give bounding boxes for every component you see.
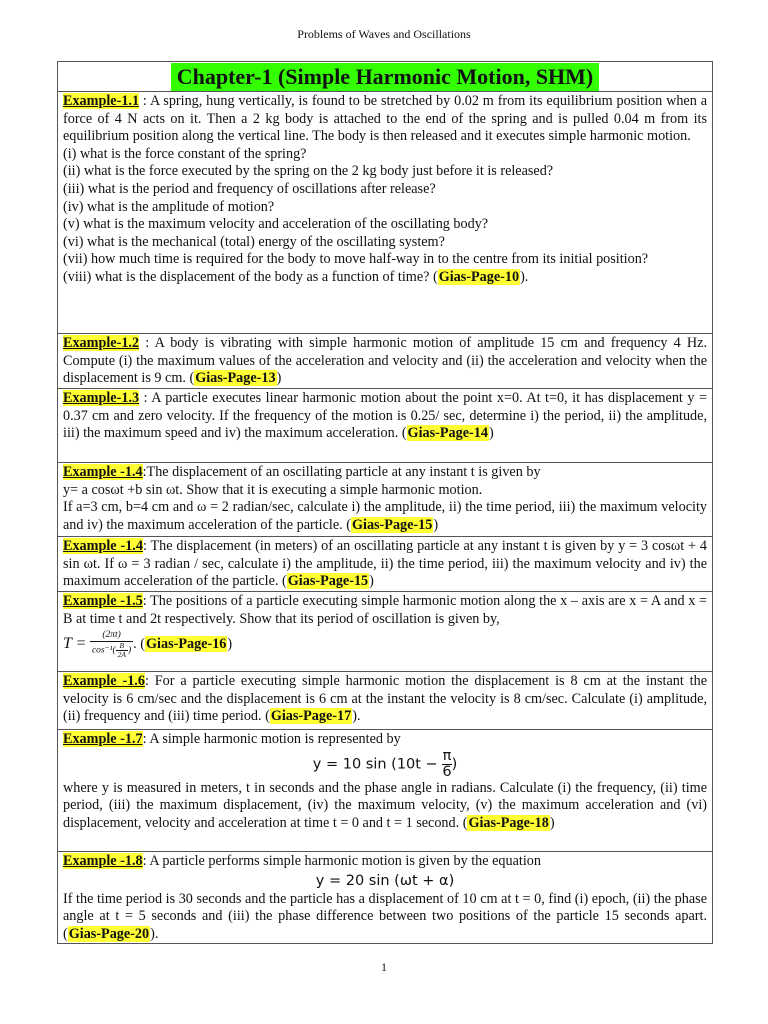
example-label: Example -1.6 [63, 673, 145, 689]
inner-fraction [116, 642, 128, 659]
example-label: Example-1.2 [63, 335, 140, 351]
example-text: where y is measured in meters, t in seconds and the phase angle in radians. Calculate (i) the frequency, (ii) time period, (iii) the maximum displacement, (iv) the maximum velocity, (v) the maximum acceleration and (vi) displacement, velocity and acceleration at time t = 0 and t = 1 second. ( [63, 779, 707, 831]
phase-numerator: π [442, 747, 452, 764]
gias-page-ref: Gias-Page-15 [287, 573, 369, 590]
example-label: Example -1.8 [63, 853, 143, 869]
punct: ) [276, 370, 282, 387]
example-1-1 [58, 92, 712, 334]
equation-left: y = 10 sin (10t − [312, 756, 438, 773]
example-text: : A particle executes linear harmonic motion about the point x=0. At t=0, it has displacement y = 0.37 cm and zero velocity. If the frequency of the motion is 0.25/ sec, determine i) the period, ii) the amplitude, iii) the maximum speed and iv) the maximum acceleration. ( [63, 390, 707, 442]
shm-equation [63, 749, 707, 780]
punct: ) [549, 814, 555, 831]
shm-equation: y = 20 sin (ωt + α) [315, 872, 455, 889]
example-label: Example -1.5 [63, 593, 143, 609]
fraction-denominator [90, 642, 133, 659]
example-text: If the time period is 30 seconds and the particle has a displacement of 10 cm at t = 0, find (i) epoch, (ii) the phase angle at t = 5 seconds and (iii) the phase difference between two positions of the particle 15 seconds apart. ( [63, 890, 707, 942]
example-1-8 [58, 852, 712, 943]
example-text: : The positions of a particle executing simple harmonic motion along the x – axis are x = A and x = B at time t and 2t respectively. Show that its period of oscillation is given by, [63, 593, 707, 627]
fraction-numerator: (2πt) [90, 630, 133, 642]
question-vii: (vii) how much time is required for the body to move half-way in to the centre from its initial position? [63, 251, 649, 268]
gias-page-ref: Gias-Page-16 [146, 635, 227, 652]
example-label: Example -1.7 [63, 731, 143, 747]
punct: ). [352, 708, 361, 725]
example-1-5 [58, 592, 712, 672]
gias-page-ref: Gias-Page-13 [195, 370, 276, 387]
example-1-2 [58, 334, 712, 389]
punct: ) [227, 635, 233, 652]
close-paren: ) [128, 645, 132, 656]
punct: ). [520, 268, 529, 285]
page-number: 1 [381, 960, 387, 974]
title-row [58, 62, 712, 92]
question-v: (v) what is the maximum velocity and acceleration of the oscillating body? [63, 216, 489, 233]
example-text-3: If a=3 cm, b=4 cm and ω = 2 radian/sec, calculate i) the amplitude, ii) the time period, iii) the maximum velocity and iv) the maximum acceleration of the particle. ( [63, 499, 707, 533]
gias-page-ref: Gias-Page-17 [270, 708, 352, 725]
punct: ) [433, 516, 439, 533]
example-text-2: y= a cosωt +b sin ωt. Show that it is executing a simple harmonic motion. [63, 481, 483, 498]
punct: . ( [133, 635, 145, 652]
gias-page-ref: Gias-Page-20 [68, 925, 150, 942]
example-label: Example-1.1 [63, 93, 140, 109]
example-label: Example -1.4 [63, 538, 143, 554]
formula-lhs: T = [63, 634, 87, 652]
gias-page-ref: Gias-Page-15 [351, 516, 433, 533]
question-iii: (iii) what is the period and frequency of oscillations after release? [63, 180, 436, 197]
example-1-4-b [58, 537, 712, 592]
inner-numerator: B [116, 642, 128, 651]
gias-page-ref: Gias-Page-10 [438, 268, 520, 285]
punct: ) [488, 425, 494, 442]
question-ii: (ii) what is the force executed by the spring on the 2 kg body just before it is released? [63, 163, 554, 180]
page-header: Problems of Waves and Oscillations [297, 27, 471, 41]
example-text: :The displacement of an oscillating particle at any instant t is given by [142, 464, 541, 480]
phase-denominator: 6 [442, 763, 452, 780]
example-1-6 [58, 672, 712, 730]
question-i: (i) what is the force constant of the spring? [63, 145, 307, 162]
example-label: Example-1.3 [63, 390, 140, 406]
gias-page-ref: Gias-Page-18 [468, 814, 549, 831]
example-1-3 [58, 389, 712, 463]
question-vi: (vi) what is the mechanical (total) energy of the oscillating system? [63, 233, 445, 250]
example-text: : A body is vibrating with simple harmonic motion of amplitude 15 cm and frequency 4 Hz. Compute (i) the maximum values of the acceleration and velocity and (ii) the acceleration and velocity when the displacement is 9 cm. ( [63, 335, 707, 387]
example-text: : The displacement (in meters) of an oscillating particle at any instant t is given by y = 3 cosωt + 4 sin ωt. If ω = 3 radian / sec, calculate i) the amplitude, ii) the time period, iii) the maximum velocity and iv) the maximum acceleration of the particle. ( [63, 538, 708, 590]
punct: ). [150, 925, 159, 942]
example-intro: : A simple harmonic motion is represented by [142, 731, 401, 747]
equation-right: ) [451, 756, 458, 773]
example-1-4-a [58, 463, 712, 537]
punct: ) [369, 573, 374, 590]
gias-page-ref: Gias-Page-14 [407, 425, 488, 442]
example-text: : A spring, hung vertically, is found to be stretched by 0.02 m from its equilibrium position when a force of 4 N acts on it. Then a 2 kg body is attached to the end of the spring and is pulled 0.04 m from its equilibrium position along the vertical line. The body is then released and it executes simple harmonic motion. [63, 93, 707, 145]
example-1-7 [58, 730, 712, 852]
example-intro: : A particle performs simple harmonic motion is given by the equation [142, 853, 541, 869]
example-label: Example -1.4 [63, 464, 143, 480]
period-formula [63, 630, 707, 659]
problems-table [57, 61, 713, 944]
arccos: cos⁻¹( [91, 645, 116, 656]
example-text: : For a particle executing simple harmonic motion the displacement is 8 cm at the instant the velocity is 6 cm/sec and the displacement is 6 cm at the instant the velocity is 8 cm/sec. Calculate (i) amplitude, (ii) frequency and (iii) time period. ( [63, 673, 707, 725]
question-viii: (viii) what is the displacement of the body as a function of time? ( [63, 268, 438, 285]
formula-fraction [90, 630, 133, 659]
question-iv: (iv) what is the amplitude of motion? [63, 198, 275, 215]
inner-denominator: 2A [117, 650, 126, 660]
chapter-title: Chapter-1 (Simple Harmonic Motion, SHM) [171, 63, 600, 91]
phase-fraction [442, 749, 451, 780]
